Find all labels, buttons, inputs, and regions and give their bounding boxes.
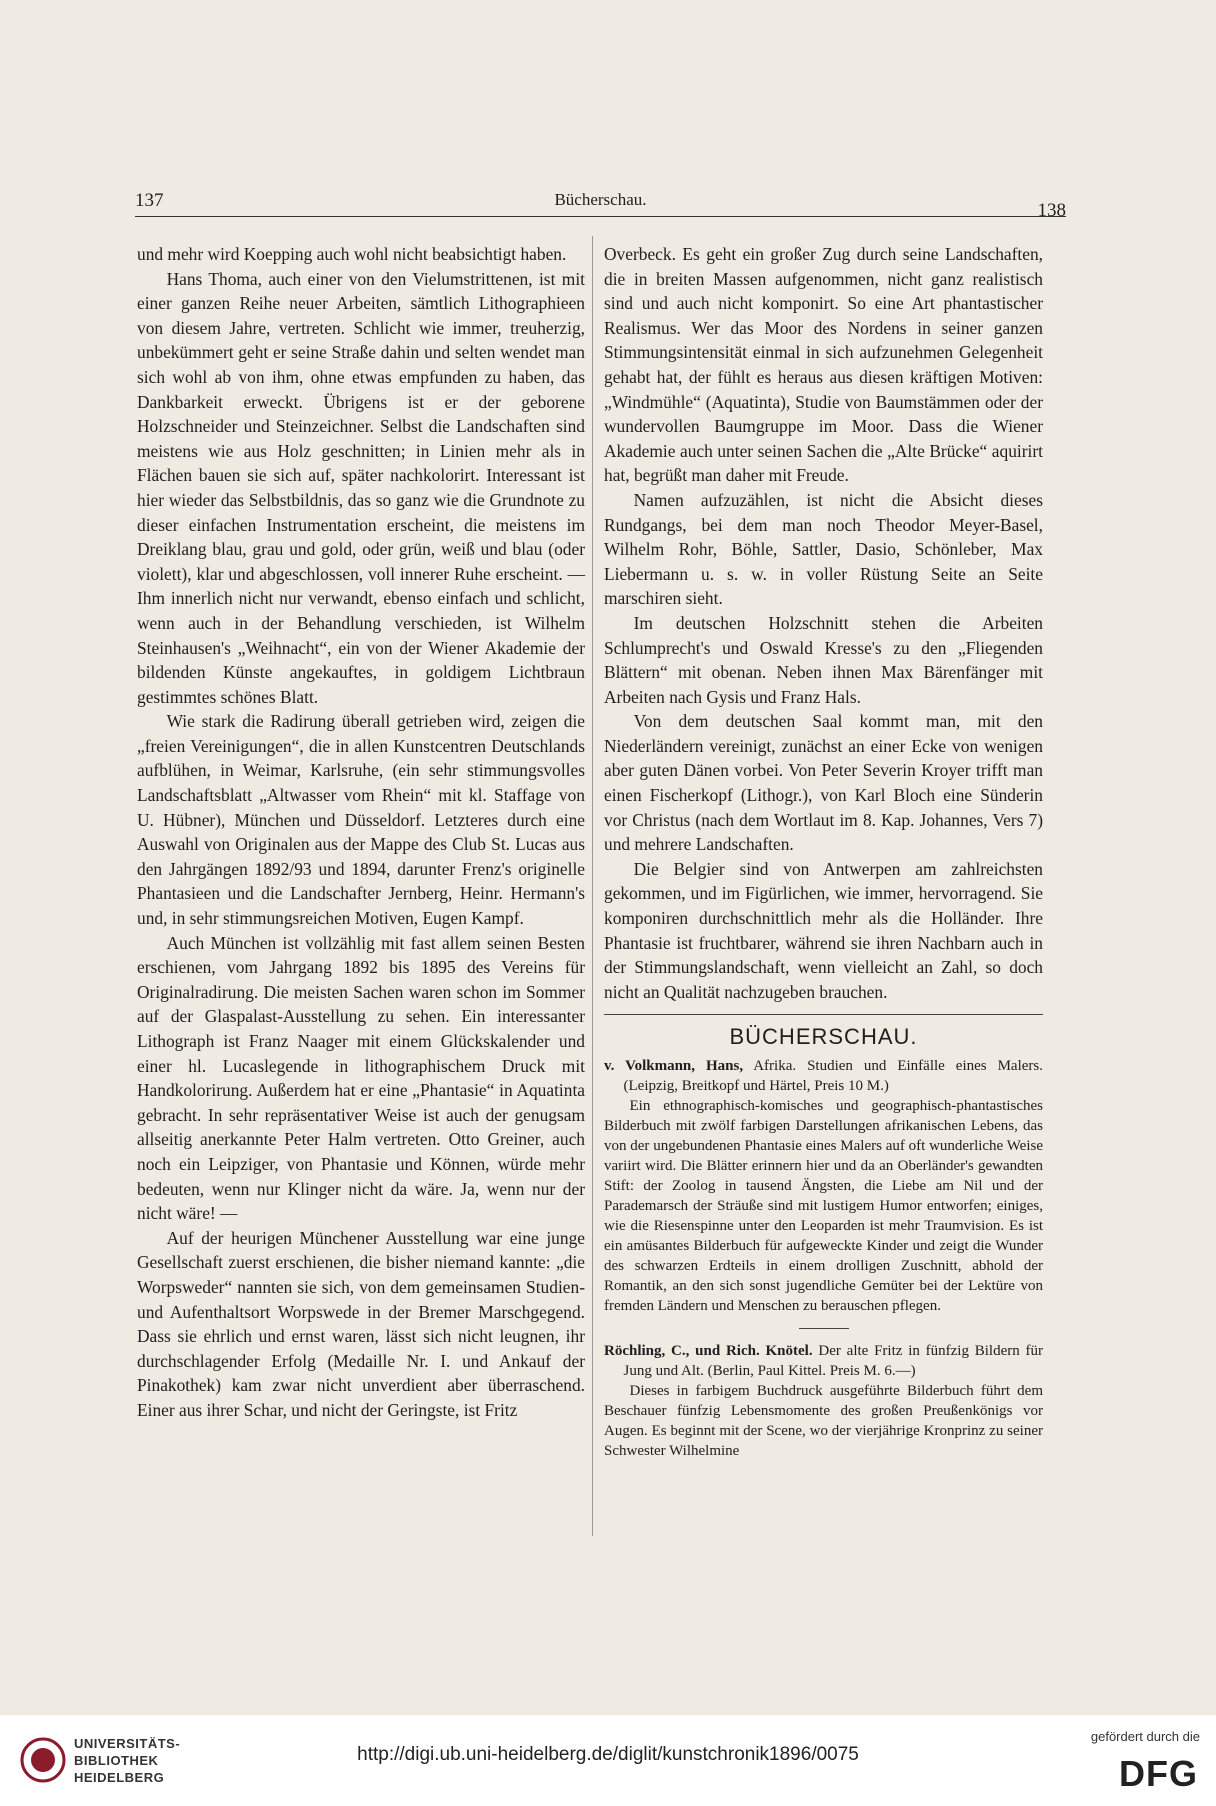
right-column [604,242,1043,1461]
section-divider [604,1014,1043,1015]
review-entry [604,1056,1043,1316]
review-heading [604,1056,1043,1096]
review-body: Ein ethnographisch-komisches und geographisch-phantastisches Bilderbuch mit zwölf farbigen Darstellungen afrikanischen Lebens, das von der ungebundenen Phantasie eines Malers auf oft wunderliche Weise variirt wird. Die Blätter erinnern hier und da an Oberländer's gewandten Stift: der Zoolog in tausend Ängsten, die Liebe am Nil und der Parademarsch der Sträuße sind mit lustigem Humor entworfen; einiges, wie die Riesenspinne unter den Leoparden ist mehr Traumvision. Es ist ein amüsantes Bilderbuch für aufgeweckte Kinder und zeigt die Wunder des schwarzen Erdteils in einem drolligen Zuschnitt, abhold der Romantik, an den sich sonst jugendliche Gemüter bei der Lektüre von fremden Ländern und Menschen zu berauschen pflegen. [604,1098,1043,1314]
paragraph: Auch München ist vollzählig mit fast allem seinen Besten erschienen, vom Jahrgang 1892 bis 1895 des Vereins für Originalradirung. Die meisten Sachen waren schon im Sommer auf der Glaspalast-Ausstellung zu sehen. Ein interessanter Lithograph ist Franz Naager mit einem Glückskalender und einer hl. Lucaslegende in lithographischem Druck mit Handkolorirung. Außerdem hat er eine „Phantasie“ in Aquatinta gebracht. In sehr repräsentativer Weise ist auch der genugsam allseitig anerkannte Peter Halm vertreten. Otto Greiner, auch noch ein Leipziger, von Phantasie und Können, würde mehr bedeuten, wenn nur Klinger nicht da wäre. Ja, wenn nur der nicht wäre! — [137,932,585,1224]
review-divider [799,1328,849,1329]
running-title: Bücherschau. [554,190,647,209]
library-line: UNIVERSITÄTS- [74,1736,181,1751]
paragraph: Auf der heurigen Münchener Ausstellung war eine junge Gesellschaft zuerst erschienen, die bisher niemand kannte: „die Worpsweder“ nannten sie sich, von dem gemeinsamen Studien- und Aufenthaltsort Worpswede in der Bremer Marschgegend. Dass sie ehrlich und ernst waren, lässt sich nicht leugnen, ihr durchschlagender Erfolg (Medaille Nr. I. und Ankauf der Pinakothek) kam zwar nicht unverdient aber überraschend. Einer aus ihrer Schar, und nicht der Geringste, ist Fritz [137,1227,585,1420]
library-line: HEIDELBERG [74,1770,165,1785]
paragraph: Die Belgier sind von Antwerpen am zahlreichsten gekommen, und im Figürlichen, wie immer, hervorragend. Sie komponiren durchschnittlich mehr als die Holländer. Ihre Phantasie ist fruchtbarer, während sie ihren Nachbarn auch in der Stimmungslandschaft, wenn vielleicht an Zahl, so doch nicht an Qualität nachzugeben brauchen. [604,858,1043,1002]
column-divider [592,236,593,1536]
paragraph: Overbeck. Es geht ein großer Zug durch seine Landschaften, die in breiten Massen aufgenommen, nicht ganz realistisch sind und auch nicht komponirt. So eine Art phantastischer Realismus. Wer das Moor des Nordens in seiner ganzen Stimmungsintensität einmal in sich aufzunehmen Gelegenheit gehabt hat, der fühlt es heraus aus diesen kräftigen Motiven: „Windmühle“ (Aquatinta), Studie von Baumstämmen oder der wundervollen Baumgruppe im Moor. Dass die Wiener Akademie auch unter seinen Sachen die „Alte Brücke“ aquirirt hat, begrüßt man daher mit Freude. [604,244,1043,486]
dfg-logo: DFG [1119,1753,1198,1794]
review-citation: Der alte Fritz in fünfzig Bildern für Jung und Alt. (Berlin, Paul Kittel. Preis M. 6.—) [623,1343,1044,1379]
review-author: v. Volkmann, Hans, [604,1058,744,1074]
permalink-url[interactable]: http://digi.ub.uni-heidelberg.de/diglit/kunstchronik1896/0075 [357,1744,859,1765]
review-author: Röchling, C., und Rich. Knötel. [604,1343,813,1359]
paragraph: Namen aufzuzählen, ist nicht die Absicht dieses Rundgangs, bei dem man noch Theodor Meyer-Basel, Wilhelm Rohr, Böhle, Sattler, Dasio, Schönleber, Max Liebermann u. s. w. in voller Rüstung Seite an Seite marschiren sieht. [604,489,1043,609]
header-rule [135,216,1066,217]
right-page-number: 138 [1037,200,1066,221]
review-entry [604,1341,1043,1461]
review-body: Dieses in farbigem Buchdruck ausgeführte Bilderbuch führt dem Beschauer fünfzig Lebensmomente des großen Preußenkönigs vor Augen. Es beginnt mit der Scene, wo der vierjährige Kronprinz zu seiner Schwester Wilhelmine [604,1383,1043,1459]
left-page-number: 137 [135,190,164,211]
left-column [137,242,585,1423]
digitization-footer [0,1715,1216,1806]
section-title: BÜCHERSCHAU. [729,1024,918,1050]
review-citation: Afrika. Studien und Einfälle eines Malers. (Leipzig, Breitkopf und Härtel, Preis 10 M.) [623,1058,1043,1094]
paragraph: Von dem deutschen Saal kommt man, mit den Niederländern vereinigt, zunächst an einer Ecke von wenigen aber guten Dänen vorbei. Von Peter Severin Kroyer trifft man einen Fischerkopf (Lithogr.), von Karl Bloch eine Sünderin vor Christus (nach dem Wortlaut im 8. Kap. Johannes, Vers 7) und mehrere Landschaften. [604,711,1043,855]
library-line: BIBLIOTHEK [74,1753,159,1768]
paragraph: Im deutschen Holzschnitt stehen die Arbeiten Schlumprecht's und Oswald Kresse's zu den „Fliegenden Blättern“ mit obenan. Neben ihnen Max Bärenfänger mit Arbeiten nach Gysis und Franz Hals. [604,612,1043,707]
paragraph: Wie stark die Radirung überall getrieben wird, zeigen die „freien Vereinigungen“, die in allen Kunstcentren Deutschlands aufblühen, in Weimar, Karlsruhe, (ein sehr stimmungsvolles Landschaftsblatt „Altwasser vom Rhein“ mit kl. Staffage von U. Hübner), München und Düsseldorf. Letzteres durch eine Auswahl von Originalen aus der Mappe des Club St. Lucas aus den Jahrgängen 1892/93 und 1894, darunter Frenz's originelle Phantasieen und die Landschafter Jernberg, Heinr. Hermann's und, in sehr stimmungsreichen Motiven, Eugen Kampf. [137,711,585,929]
running-header [135,190,1066,221]
review-heading [604,1341,1043,1381]
paragraph: Hans Thoma, auch einer von den Vielumstrittenen, ist mit einer ganzen Reihe neuer Arbeiten, sämtlich Lithographieen von diesem Jahre, vertreten. Schlicht wie immer, treuherzig, unbekümmert geht er seine Straße dahin und selten wendet man sich wohl ab von ihm, ohne etwas empfunden zu haben, das Dankbarkeit erweckt. Übrigens ist er der geborene Holzschneider und Steinzeichner. Selbst die Landschaften sind meistens wie aus Holz geschnitten; in Linien mehr als in Flächen bauen sie sich auf, später nachkolorirt. Interessant ist hier wieder das Selbstbildnis, das so ganz wie die Grundnote zu dieser einfachen Instrumentation erscheint, die meistens im Dreiklang blau, grau und gold, oder grün, weiß und blau (oder violett), klar und abgeschlossen, voll innerer Ruhe erscheint. — Ihm innerlich nicht nur verwandt, ebenso einfach und schlicht, wenn auch in der Behandlung verschieden, ist Wilhelm Steinhausen's „Weihnacht“, ein von der Wiener Akademie der bildenden Künste angekauftes, in goldigem Lichtbraun gestimmtes schönes Blatt. [137,268,585,707]
funded-by-label: gefördert durch die [1090,1729,1200,1744]
paragraph: und mehr wird Koepping auch wohl nicht beabsichtigt haben. [137,244,567,264]
